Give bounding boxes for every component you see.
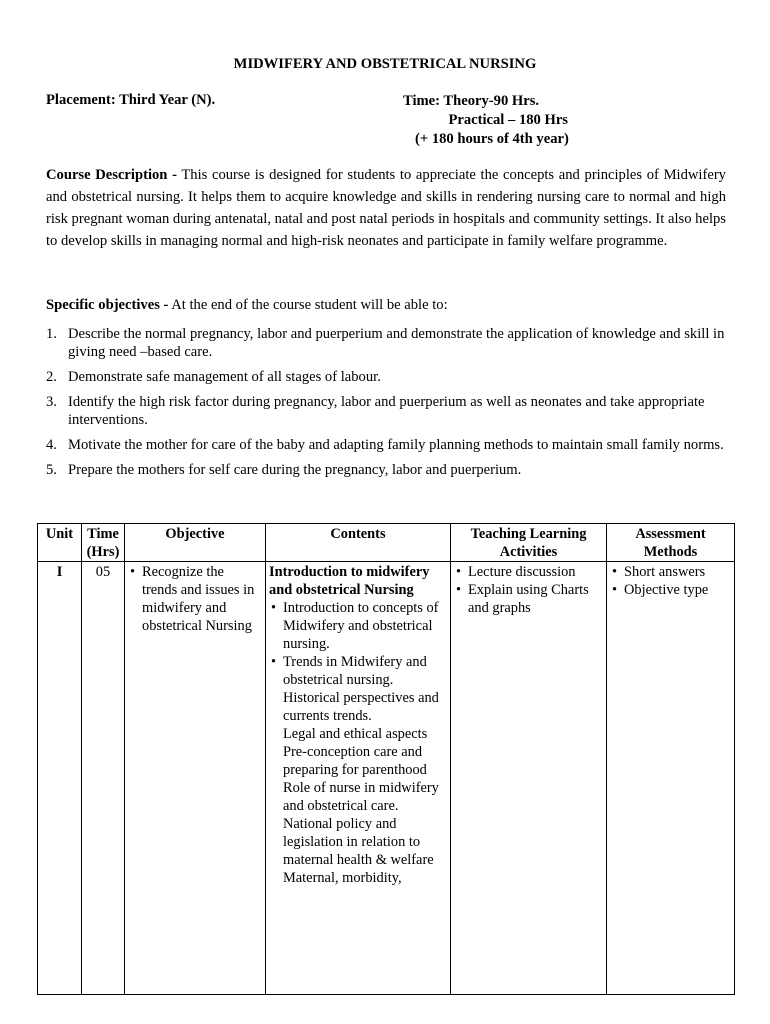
list-item-text: Motivate the mother for care of the baby and adapting family planning methods to maintain small family norms. <box>68 437 724 453</box>
list-item <box>46 325 726 361</box>
contents-heading: Introduction to midwifery and obstetrical Nursing <box>269 564 430 598</box>
list-item-text: Describe the normal pregnancy, labor and puerperium and demonstrate the application of knowledge and skill in giving need –based care. <box>68 326 725 360</box>
contents-bullet: • Introduction to concepts of Midwifery and obstetrical nursing. <box>269 599 447 653</box>
time-theory: Time: Theory-90 Hrs. <box>403 93 540 109</box>
list-item <box>46 436 726 454</box>
contents-line: Maternal, morbidity, <box>283 870 402 886</box>
list-item <box>46 368 726 386</box>
cell-unit: I <box>38 562 82 995</box>
assessment-item: • Short answers <box>610 563 731 581</box>
cell-assessment <box>607 562 735 995</box>
teaching-item: • Explain using Charts and graphs <box>454 581 603 617</box>
cell-time: 05 <box>82 562 125 995</box>
cell-teaching <box>451 562 607 995</box>
list-item-text: Identify the high risk factor during pregnancy, labor and puerperium as well as neonates and take appropriate interventions. <box>68 394 705 428</box>
assessment-item: • Objective type <box>610 581 731 599</box>
header-time: Time (Hrs) <box>82 524 125 562</box>
table-header-row <box>38 524 735 562</box>
time-extra: (+ 180 hours of 4th year) <box>415 131 569 147</box>
specific-objectives-label: Specific objectives - <box>46 297 169 313</box>
header-objective: Objective <box>125 524 266 562</box>
list-item-number: 3. <box>46 394 57 410</box>
contents-line: National policy and legislation in relation to maternal health & welfare <box>283 816 434 868</box>
time-practical: Practical – 180 Hrs <box>448 112 568 128</box>
objective-item: • Recognize the trends and issues in midwifery and obstetrical Nursing <box>128 563 262 635</box>
contents-line: Historical perspectives and currents trends. <box>283 690 439 724</box>
header-teaching: Teaching Learning Activities <box>451 524 607 562</box>
contents-bullet: • Trends in Midwifery and obstetrical nursing. <box>269 653 447 689</box>
contents-line: Pre-conception care and preparing for parenthood <box>283 744 427 778</box>
list-item-text: Demonstrate safe management of all stages of labour. <box>68 369 381 385</box>
course-table <box>37 523 735 995</box>
course-description-text: This course is designed for students to appreciate the concepts and principles of Midwifery and obstetrical nursing. It helps them to acquire knowledge and skills in rendering nursing care to normal and high risk pregnant woman during antenatal, natal and post natal periods in hospitals and community settings. It also helps to develop skills in managing normal and high-risk neonates and participate in family welfare programme. <box>46 167 726 249</box>
contents-line: Role of nurse in midwifery and obstetrical care. <box>283 780 439 814</box>
list-item-number: 2. <box>46 369 57 385</box>
header-unit: Unit <box>38 524 82 562</box>
teaching-item: • Lecture discussion <box>454 563 603 581</box>
header-contents: Contents <box>266 524 451 562</box>
course-description-label: Course Description - <box>46 167 177 183</box>
list-item <box>46 393 726 429</box>
document-title: MIDWIFERY AND OBSTETRICAL NURSING <box>233 56 537 72</box>
list-item-number: 5. <box>46 462 57 478</box>
contents-line: Legal and ethical aspects <box>283 726 428 742</box>
cell-objective <box>125 562 266 995</box>
specific-objectives-intro <box>46 297 726 314</box>
list-item-number: 4. <box>46 437 57 453</box>
table-row <box>38 562 735 995</box>
header-assessment: Assessment Methods <box>607 524 735 562</box>
placement-label: Placement: Third Year (N). <box>46 92 216 108</box>
course-description <box>46 164 726 252</box>
cell-contents <box>266 562 451 995</box>
list-item-text: Prepare the mothers for self care during the pregnancy, labor and puerperium. <box>68 462 522 478</box>
specific-objectives-list <box>46 325 726 486</box>
time-allocation <box>403 92 568 149</box>
list-item-number: 1. <box>46 326 57 342</box>
specific-objectives-intro-text: At the end of the course student will be able to: <box>168 297 448 313</box>
list-item <box>46 461 726 479</box>
